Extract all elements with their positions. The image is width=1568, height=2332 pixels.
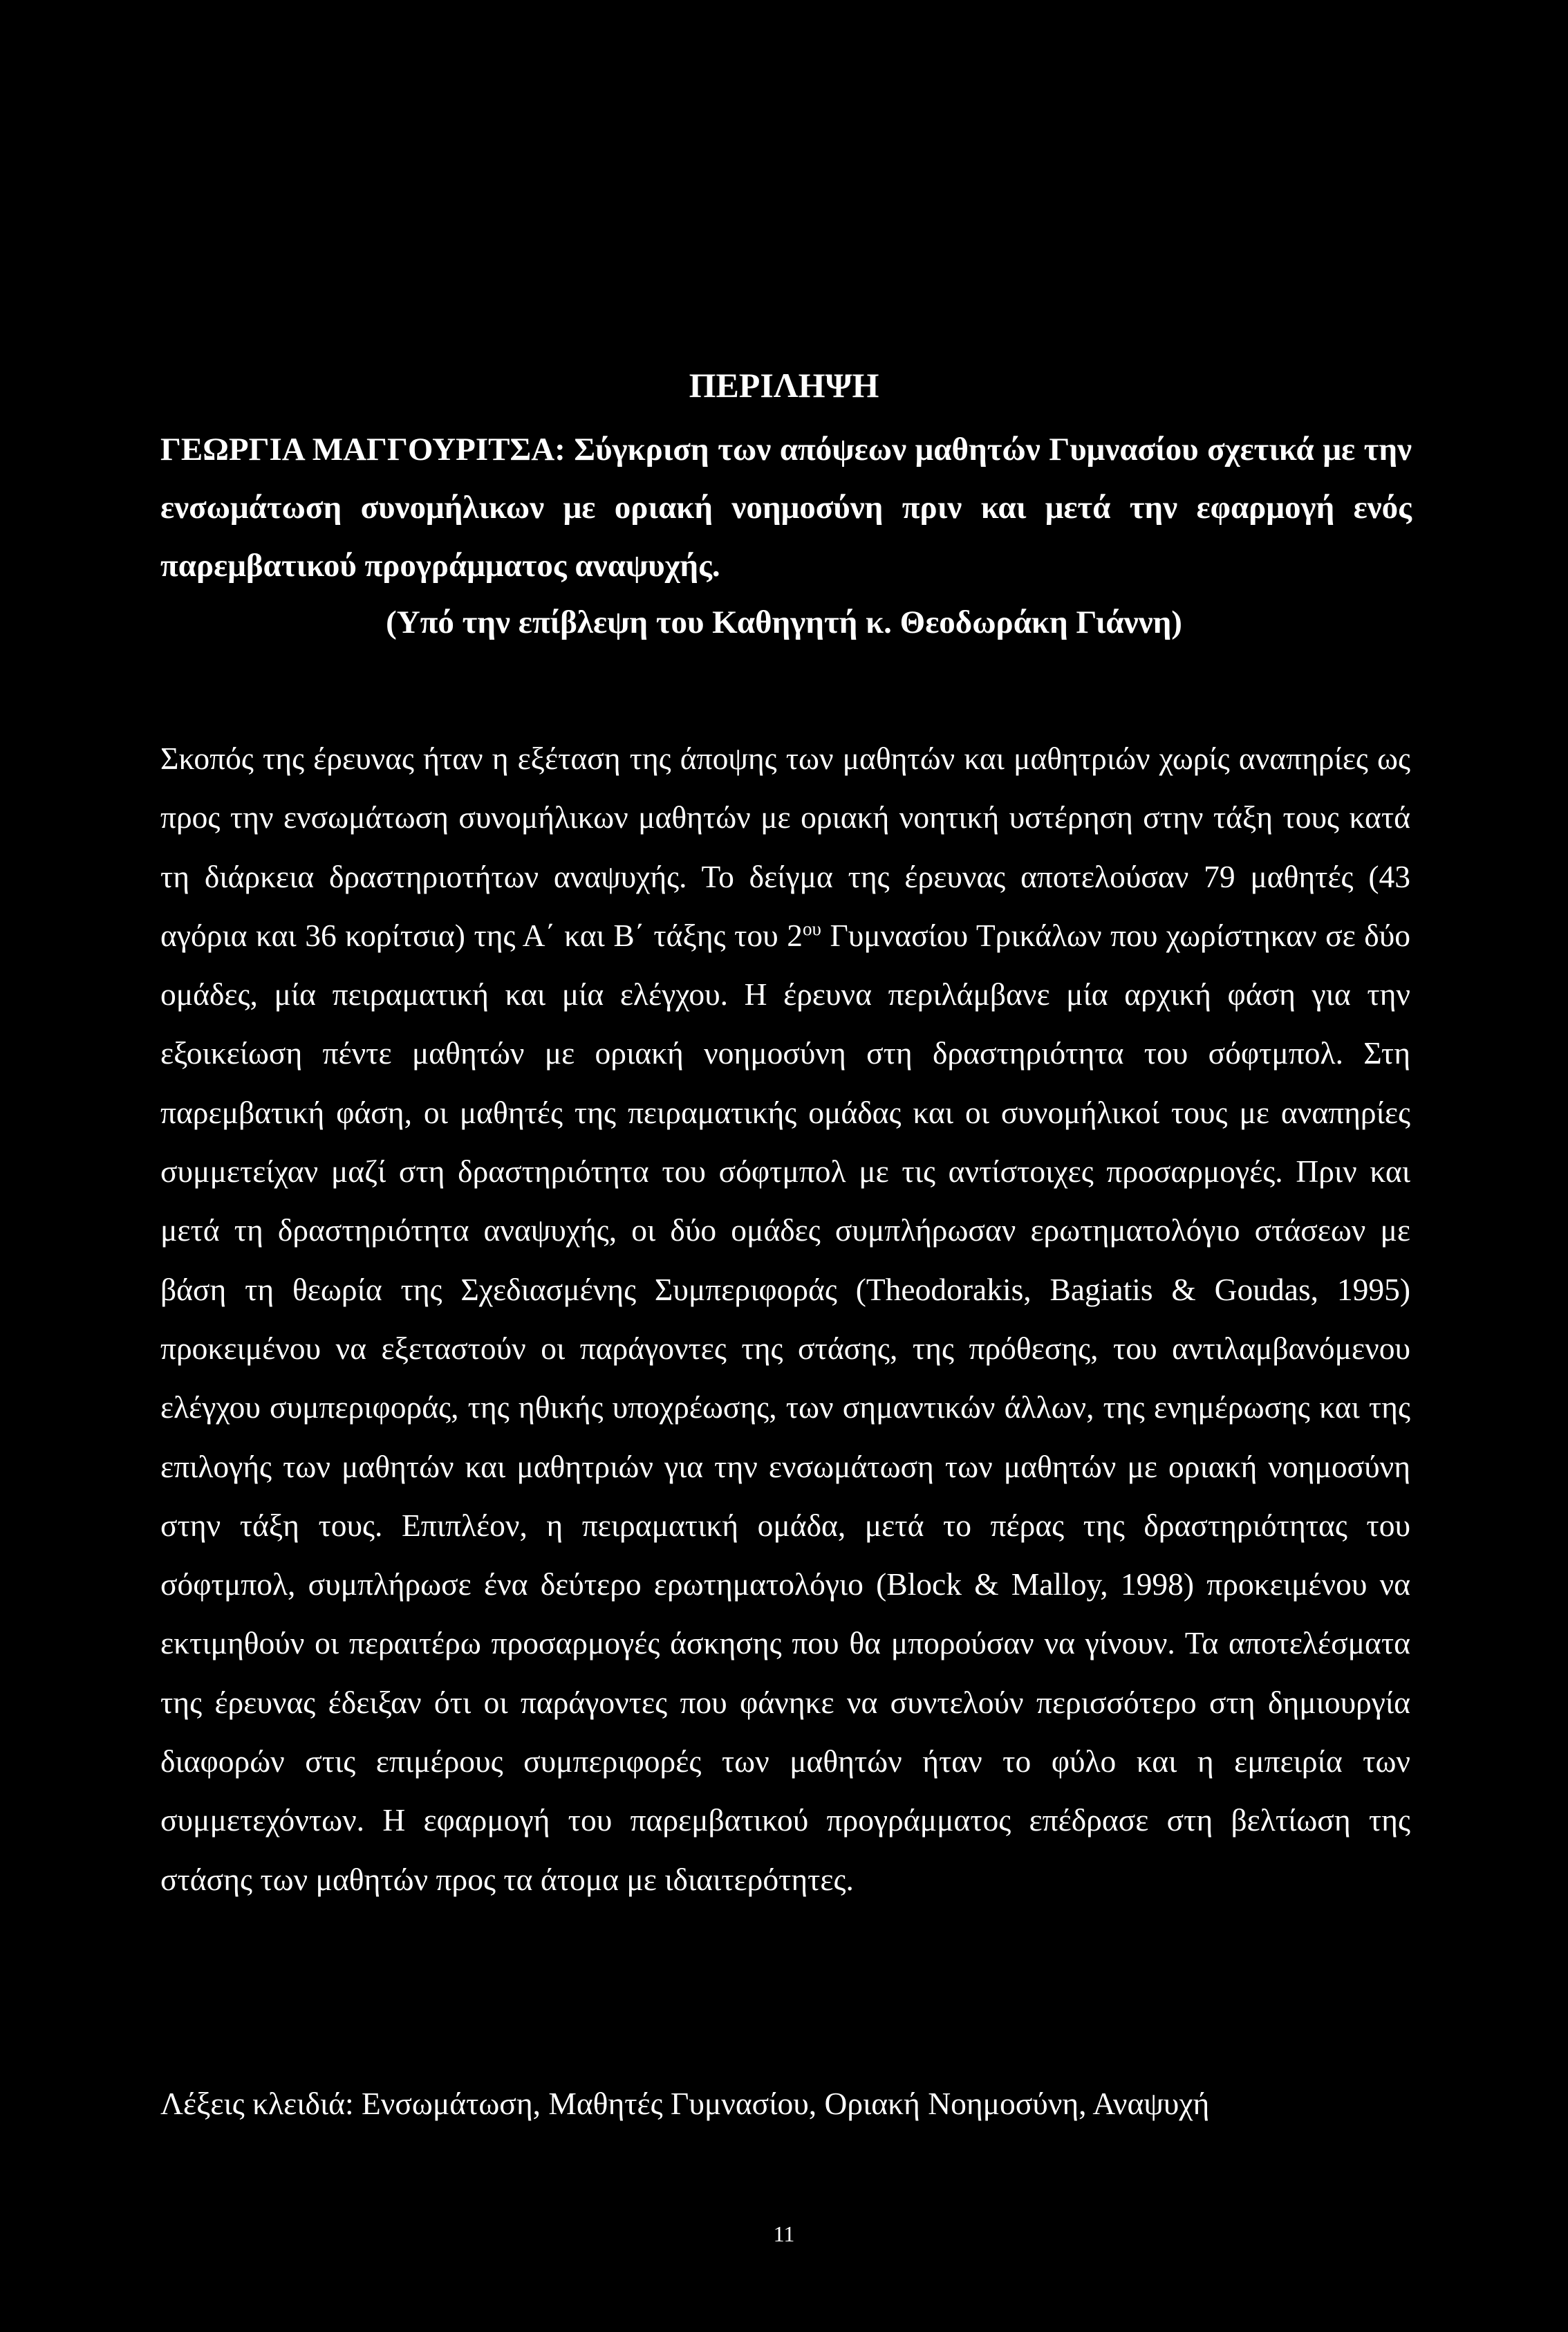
abstract-text-part2: Γυμνασίου Τρικάλων που χωρίστηκαν σε δύο ομάδες, μία πειραματική και μία ελέγχου. Η έρευνα περιλάμβανε μία αρχική φάση για την εξοικείωση πέντε μαθητών με οριακή νοημοσύνη στη δραστηριότητα του σόφτμπολ. Στη παρεμβατική φάση, οι μαθητές της πειραματικής ομάδας και οι συνομήλικοί τους με αναπηρίες συμμετείχαν μαζί στη δραστηριότητα του σόφτμπολ με τις αντίστοιχες προσαρμογές. Πριν και μετά τη δραστηριότητα αναψυχής, οι δύο ομάδες συμπλήρωσαν ερωτηματολόγιο στάσεων με βάση τη θεωρία της Σχεδιασμένης Συμπεριφοράς (Theodorakis, Bagiatis & Goudas, 1995) προκειμένου να εξεταστούν οι παράγοντες της στάσης, της πρόθεσης, του αντιλαμβανόμενου ελέγχου συμπεριφοράς, της ηθικής υποχρέωσης, των σημαντικών άλλων, της ενημέρωσης και της επιλογής των μαθητών και μαθητριών για την ενσωμάτωση των μαθητών με οριακή νοημοσύνη στην τάξη τους. Επιπλέον, η πειραματική ομάδα, μετά το πέρας της δραστηριότητας του σόφτμπολ, συμπλήρωσε ένα δεύτερο ερωτηματολόγιο (Block & Malloy, 1998) προκειμένου να εκτιμηθούν οι περαιτέρω προσαρμογές άσκησης που θα μπορούσαν να γίνουν. Τα αποτελέσματα της έρευνας έδειξαν ότι οι παράγοντες που φάνηκε να συντελούν περισσότερο στη δημιουργία διαφορών στις επιμέρους συμπεριφορές των μαθητών ήταν το φύλο και η εμπειρία των συμμετεχόντων. Η εφαρμογή του παρεμβατικού προγράμματος επέδρασε στη βελτίωση της στάσης των μαθητών προς τα άτομα με ιδιαιτερότητες. — [160, 917, 1410, 1897]
page-number: 11 — [773, 2221, 795, 2246]
abstract-text-part1: Σκοπός της έρευνας ήταν η εξέταση της άποψης των μαθητών και μαθητριών χωρίς αναπηρίες ως προς την ενσωμάτωση συνομήλικων μαθητών με οριακή νοητική υστέρηση στην τάξη τους κατά τη διάρκεια δραστηριοτήτων αναψυχής. Το δείγμα της έρευνας αποτελούσαν 79 μαθητές (43 αγόρια και 36 κορίτσια) της Α΄ και Β΄ τάξης του 2 — [160, 741, 1410, 953]
thesis-title: Σύγκριση των απόψεων μαθητών Γυμνασίου σχετικά με την ενσωμάτωση συνομήλικων με οριακή νοημοσύνη πριν και μετά την εφαρμογή ενός παρεμβατικού προγράμματος αναψυχής. — [160, 432, 1412, 584]
author-name: ΓΕΩΡΓΙΑ ΜΑΓΓΟΥΡΙΤΣΑ: — [160, 432, 566, 468]
keywords-line: Λέξεις κλειδιά: Ενσωμάτωση, Μαθητές Γυμνασίου, Οριακή Νοημοσύνη, Αναψυχή — [160, 2086, 1210, 2121]
abstract-heading: ΠΕΡΙΛΗΨΗ — [689, 366, 879, 405]
abstract-body — [160, 729, 1410, 1909]
thesis-title-block — [160, 420, 1412, 595]
supervisor-line: (Υπό την επίβλεψη του Καθηγητή κ. Θεοδωράκη Γιάννη) — [386, 604, 1182, 640]
ordinal-superscript: ου — [803, 918, 821, 939]
